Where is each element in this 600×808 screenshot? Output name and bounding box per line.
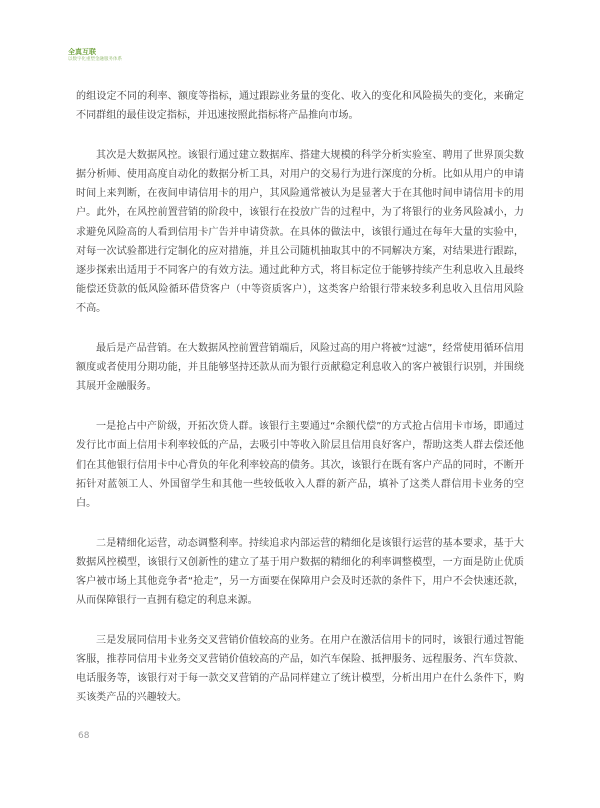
paragraph: 二是精细化运营，动态调整利率。持续追求内部运营的精细化是该银行运营的基本要求，基于大数据风控模型，该银行又创新性的建立了基于用户数据的精细化的利率调整模型，一方面是防止优质客户被市场上其他竞争者“抢走”，另一方面要在保障用户会及时还款的条件下，用户不会快速还款，从而保障银行一直拥有稳定的利息来源。 (76, 537, 524, 607)
body-text (76, 87, 524, 708)
paragraph: 其次是大数据风控。该银行通过建立数据库、搭建大规模的科学分析实验室、聘用了世界顶尖数据分析师、使用高度自动化的数据分析工具，对用户的交易行为进行深度的分析。比如从用户的申请时间上来判断，在夜间申请信用卡的用户，其风险通常被认为是显著大于在其他时间申请信用卡的用户。此外，在风控前置营销的阶段中，该银行在投放广告的过程中，为了将银行的业务风险减小，力求避免风险高的人看到信用卡广告并申请贷款。在具体的做法中，该银行通过在每年大量的实验中，对每一次试验都进行定制化的应对措施，并且公司随机抽取其中的不同解决方案，对结果进行跟踪，逐步探索出适用于不同客户的有效方法。通过此种方式，将目标定位于能够持续产生利息收入且最终能偿还贷款的低风险循环借贷客户（中等资质客户），这类客户给银行带来较多利息收入且信用风险不高。 (76, 150, 524, 314)
paragraph: 三是发展同信用卡业务交叉营销价值较高的业务。在用户在激活信用卡的同时，该银行通过智能客服，推荐同信用卡业务交叉营销价值较高的产品，如汽车保险、抵押服务、远程服务、汽车贷款、电话服务等，该银行对于每一款交叉营销的产品同样建立了统计模型，分析出用户在什么条件下，购买该类产品的兴趣较大。 (76, 635, 524, 704)
brand-subtitle: 以数字化重塑金融服务体系 (68, 57, 122, 62)
brand-title: 全真互联 (68, 48, 96, 56)
paragraph: 一是抢占中产阶级，开拓次贷人群。该银行主要通过“余额代偿”的方式抢占信用卡市场，即通过发行比市面上信用卡利率较低的产品，去吸引中等收入阶层且信用良好客户，帮助这类人群去偿还他们在其他银行信用卡中心背负的年化利率较高的债务。其次，该银行在既有客户产品的同时，不断开拓针对蓝领工人、外国留学生和其他一些较低收入人群的新产品，填补了这类人群信用卡业务的空白。 (76, 421, 524, 509)
page-header (68, 48, 122, 63)
paragraph: 最后是产品营销。在大数据风控前置营销端后，风险过高的用户将被“过滤”，经常使用循环信用额度或者使用分期功能，并且能够坚持还款从而为银行贡献稳定利息收入的客户被银行识别，并围绕其展开金融服务。 (76, 343, 524, 393)
page-number: 68 (78, 731, 90, 741)
paragraph: 的组设定不同的利率、额度等指标，通过跟踪业务量的变化、收入的变化和风险损失的变化，来确定不同群组的最佳设定指标，并迅速按照此指标将产品推向市场。 (76, 91, 524, 122)
